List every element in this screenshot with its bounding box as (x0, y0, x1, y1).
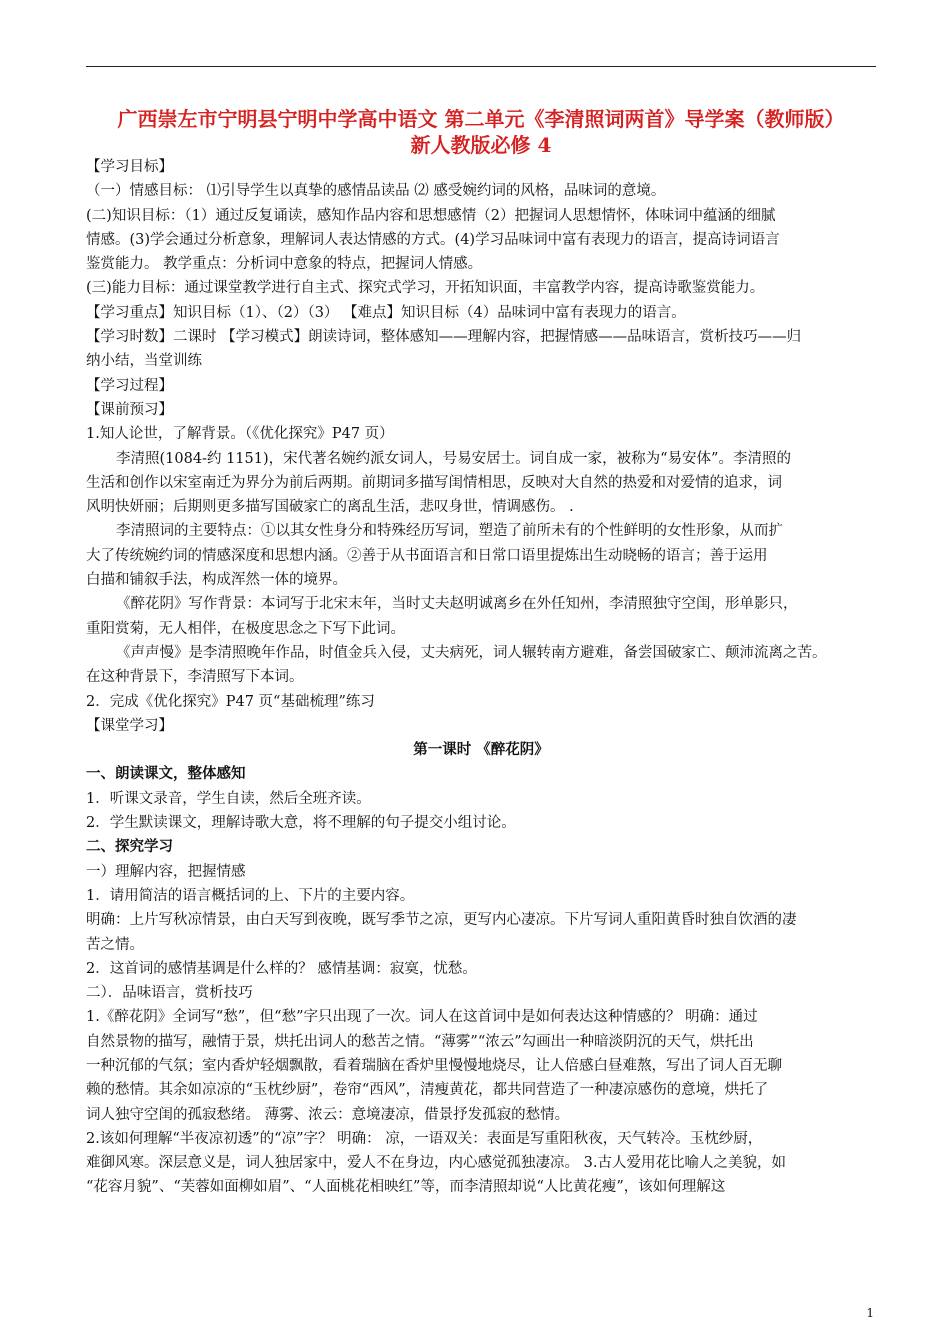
analysis-answer-1-cont: 词人独守空闺的孤寂愁绪。 薄雾、浓云：意境凄凉，借景抒发孤寂的愁情。 (86, 1106, 570, 1123)
part-2-heading: 二、探究学习 (86, 838, 173, 856)
part-1-item-2: 2．学生默读课文，理解诗歌大意，将不理解的句子提交小组讨论。 (86, 815, 516, 832)
zuihuayin-background-cont: 重阳赏菊，无人相伴，在极度思念之下写下此词。 (86, 620, 405, 637)
analysis-answer-1: 自然景物的描写，融情于景，烘托出词人的愁苦之情。“薄雾”“浓云”勾画出一种暗淡阴沉的天气，烘托出 (86, 1033, 754, 1050)
goal-ability: (三)能力目标：通过课堂教学进行自主式、探究式学习，开拓知识面，丰富教学内容，提高诗歌鉴赏能力。 (86, 280, 765, 297)
question-1: 1．请用简洁的语言概括词的上、下片的主要内容。 (86, 887, 415, 904)
shengshengman-background-cont: 在这种背景下，李清照写下本词。 (86, 669, 304, 686)
part-1-heading: 一、朗读课文，整体感知 (86, 765, 246, 783)
part-1-item-1: 1．听课文录音，学生自读，然后全班齐读。 (86, 790, 371, 807)
question-2: 2．这首词的感情基调是什么样的？ 感情基调：寂寞，忧愁。 (86, 960, 477, 977)
document-body (86, 155, 876, 1200)
background-paragraph: 李清照(1084-约 1151)，宋代著名婉约派女词人，号易安居士。词自成一家，被称为“易安体”。李清照的 (116, 450, 791, 467)
goal-knowledge-cont: 鉴赏能力。 教学重点：分析词中意象的特点，把握词人情感。 (86, 256, 483, 273)
section-heading-preview: 【课前预习】 (86, 401, 173, 418)
title-line-1: 广西崇左市宁明县宁明中学高中语文 第二单元《李清照词两首》导学案（教师版） (117, 107, 845, 131)
page-number: 1 (866, 1306, 874, 1320)
goal-knowledge-cont: 情感。(3)学会通过分析意象，理解词人表达情感的方式。(4)学习品味词中富有表现力的语言，提高诗词语言 (86, 231, 780, 248)
goal-emotion: （一）情感目标： ⑴引导学生以真挚的感情品读品 ⑵ 感受婉约词的风格，品味词的意境。 (86, 183, 666, 200)
preview-item-2: 2．完成《优化探究》P47 页“基础梳理”练习 (86, 693, 375, 710)
background-paragraph-cont: 生活和创作以宋室南迁为界分为前后两期。前期词多描写闺情相思，反映对大自然的热爱和对爱情的追求，词 (86, 474, 782, 491)
analysis-answer-1-cont: 一种沉郁的气氛；室内香炉轻烟飘散，看着瑞脑在香炉里慢慢地烧尽，让人倍感白昼难熬，写出了词人百无聊 (86, 1057, 782, 1074)
study-hours-cont: 纳小结，当堂训练 (86, 353, 202, 370)
header-rule (86, 66, 876, 67)
analysis-question-2: 2.该如何理解“半夜凉初透”的“凉”字？ 明确： 凉，一语双关：表面是写重阳秋夜，天气转冷。玉枕纱厨， (86, 1130, 763, 1147)
section-heading-classroom: 【课堂学习】 (86, 717, 173, 734)
key-points: 【学习重点】知识目标（1）、（2）（3） 【难点】知识目标（4）品味词中富有表现力的语言。 (86, 304, 686, 321)
preview-item-1: 1.知人论世，了解背景。（《优化探究》P47 页） (86, 426, 394, 443)
section-heading-process: 【学习过程】 (86, 377, 173, 394)
subsection-2-heading: 二）．品味语言，赏析技巧 (86, 985, 253, 1002)
document-title (86, 106, 876, 158)
section-heading-goals: 【学习目标】 (86, 159, 173, 175)
answer-1-cont: 苦之情。 (86, 936, 144, 953)
features-paragraph-cont: 大了传统婉约词的情感深度和思想内涵。②善于从书面语言和日常口语里提炼出生动晓畅的语言；善于运用 (86, 547, 768, 564)
background-paragraph-cont: 风明快妍丽；后期则更多描写国破家亡的离乱生活，悲叹身世，情调感伤。 . (86, 499, 574, 516)
analysis-question-1: 1.《醉花阴》全词写“愁”，但“愁”字只出现了一次。词人在这首词中是如何表达这种情感的？ 明确：通过 (86, 1009, 758, 1026)
features-paragraph-cont: 白描和铺叙手法，构成浑然一体的境界。 (86, 572, 347, 589)
lesson-heading: 第一课时 《醉花阴》 (413, 741, 549, 759)
goal-knowledge: (二)知识目标：（1）通过反复诵读，感知作品内容和思想感情（2）把握词人思想情怀，体味词中蕴涵的细腻 (86, 207, 776, 224)
subsection-1-heading: 一）理解内容，把握情感 (86, 863, 246, 880)
features-paragraph: 李清照词的主要特点：①以其女性身分和特殊经历写词，塑造了前所未有的个性鲜明的女性形象，从而扩 (116, 523, 783, 540)
analysis-answer-1-cont: 赖的愁情。其余如凉凉的“玉枕纱厨”，卷帘“西风”，清瘦黄花，都共同营造了一种凄凉感伤的意境，烘托了 (86, 1082, 769, 1099)
shengshengman-background: 《声声慢》是李清照晚年作品，时值金兵入侵，丈夫病死，词人辗转南方避难，备尝国破家亡、颠沛流离之苦。 (116, 644, 827, 661)
study-hours: 【学习时数】二课时 【学习模式】朗读诗词，整体感知——理解内容，把握情感——品味语言，赏析技巧——归 (86, 329, 802, 346)
title-line-2: 新人教版必修 4 (410, 133, 552, 157)
analysis-question-3: “花容月貌”、“芙蓉如面柳如眉”、“人面桃花相映红”等，而李清照却说“人比黄花瘦”，该如何理解这 (86, 1179, 726, 1196)
analysis-answer-2: 难御风寒。深层意义是，词人独居家中，爱人不在身边，内心感觉孤独凄凉。 3.古人爱用花比喻人之美貌，如 (86, 1155, 786, 1172)
zuihuayin-background: 《醉花阴》写作背景：本词写于北宋末年，当时丈夫赵明诚离乡在外任知州，李清照独守空闺，形单影只， (116, 596, 798, 613)
answer-1: 明确：上片写秋凉情景，由白天写到夜晚，既写季节之凉，更写内心凄凉。下片写词人重阳黄昏时独自饮酒的凄 (86, 912, 797, 929)
